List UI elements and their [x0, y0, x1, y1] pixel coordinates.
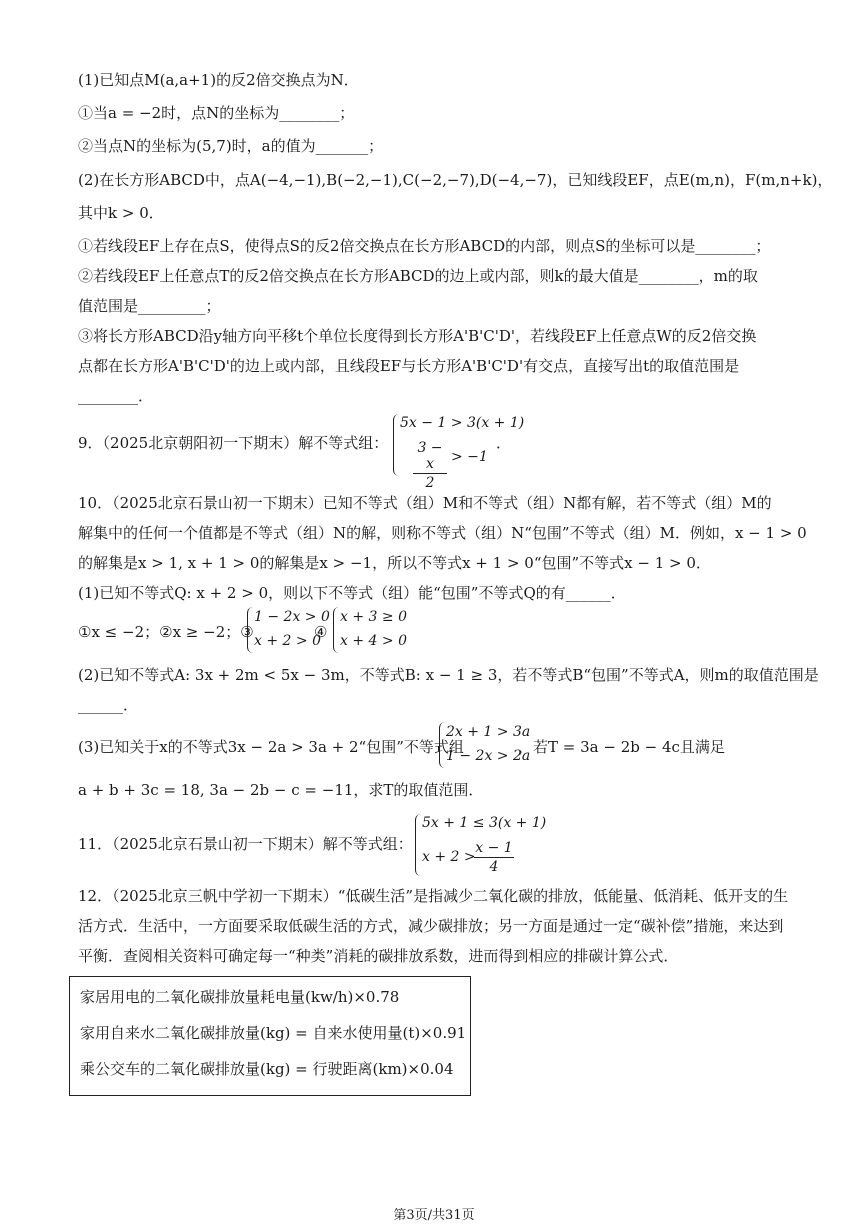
q10-part1: (1)已知不等式Q: x + 2 > 0，则以下不等式（组）能“包围”不等式Q的有______．	[78, 584, 626, 602]
q8-part2-sub3-blank: ________．	[78, 387, 154, 405]
q10-part2-blank: ______．	[78, 696, 139, 714]
q10-line1: 10．（2025北京石景山初一下期末）已知不等式（组）M和不等式（组）N都有解，若不等式（组）M的	[78, 494, 772, 512]
q11-eq2-lhs: x + 2 >	[422, 849, 476, 865]
q9-fraction	[413, 440, 447, 491]
q12-line1: 12．（2025北京三帆中学初一下期末）“低碳生活”是指减少二氧化碳的排放，低能量、低消耗、低开支的生	[78, 887, 789, 905]
formula-electricity: 家居用电的二氧化碳排放量耗电量(kw/h)×0.78	[80, 988, 400, 1006]
q9-end: ．	[496, 434, 512, 452]
q12-line3: 平衡．查阅相关资料可确定每一“种类”消耗的碳排放系数，进而得到相应的排碳计算公式．	[78, 947, 679, 965]
q8-part2-sub1: ①若线段EF上存在点S，使得点S的反2倍交换点在长方形ABCD的内部，则点S的坐标可以是________；	[78, 237, 771, 255]
q10-part3-sys1: 2x + 1 > 3a	[446, 724, 531, 740]
formula-bus: 乘公交车的二氧化碳排放量(kg) = 行驶距离(km)×0.04	[80, 1060, 454, 1078]
q8-part2-sub2-cont: 值范围是_________；	[78, 297, 221, 315]
formula-water: 家用自来水二氧化碳排放量(kg) = 自来水使用量(t)×0.91	[80, 1024, 467, 1042]
q10-part3-a: (3)已知关于x的不等式3x − 2a > 3a + 2“包围”不等式组	[78, 738, 464, 756]
q10-opt3-line2: x + 2 > 0	[254, 633, 321, 649]
q10-opt3-line1: 1 − 2x > 0	[254, 609, 330, 625]
q8-part2-sub3: ③将长方形ABCD沿y轴方向平移t个单位长度得到长方形A'B'C'D'，若线段EF上任意点W的反2倍交换	[78, 327, 757, 345]
q10-options-1-2: ①x ≤ −2；②x ≥ −2；③	[78, 623, 254, 641]
q10-opt4-line1: x + 3 ≥ 0	[340, 609, 407, 625]
q8-part1-sub1: ①当a = −2时，点N的坐标为________；	[78, 104, 355, 122]
q8-part1: (1)已知点M(a,a+1)的反2倍交换点为N．	[78, 71, 359, 89]
q12-line2: 活方式．生活中，一方面要采取低碳生活的方式，减少碳排放；另一方面是通过一定“碳补偿”措施，来达到	[78, 917, 784, 935]
q10-line3: 的解集是x > 1, x + 1 > 0的解集是x > −1，所以不等式x + 1 > 0“包围”不等式x − 1 > 0．	[78, 554, 711, 572]
q11-denominator: 4	[489, 859, 499, 875]
q8-part2-sub3-cont: 点都在长方形A'B'C'D'的边上或内部，且线段EF与长方形A'B'C'D'有交点，直接写出t的取值范围是	[78, 357, 740, 375]
q10-opt4-mark: ④	[314, 623, 328, 641]
q10-part3-sys2: 1 − 2x > 2a	[446, 748, 531, 764]
q9-text: 9．（2025北京朝阳初一下期末）解不等式组：	[78, 434, 389, 452]
q11-numerator: x − 1	[475, 840, 513, 856]
q11-text: 11．（2025北京石景山初一下期末）解不等式组：	[78, 835, 413, 853]
q9-eq2-rhs: > −1	[451, 449, 488, 465]
fraction-bar	[413, 473, 447, 474]
page-footer: 第3页/共31页	[393, 1208, 475, 1223]
q10-part3-cond: a + b + 3c = 18, 3a − 2b − c = −11，求T的取值范围．	[78, 781, 484, 799]
q9-eq1: 5x − 1 > 3(x + 1)	[400, 415, 525, 431]
q9-numerator: 3 − x	[417, 440, 443, 472]
formula-box	[69, 976, 471, 1096]
q10-part2: (2)已知不等式A: 3x + 2m < 5x − 3m，不等式B: x − 1 ≥ 3，若不等式B“包围”不等式A，则m的取值范围是	[78, 666, 819, 684]
fraction-bar	[474, 857, 514, 858]
q8-part2: (2)在长方形ABCD中，点A(−4,−1),B(−2,−1),C(−2,−7),D(−4,−7)，已知线段EF，点E(m,n)，F(m,n+k)，	[78, 171, 833, 189]
q8-part1-sub2: ②当点N的坐标为(5,7)时，a的值为_______；	[78, 137, 384, 155]
q11-fraction	[474, 840, 514, 875]
q11-eq1: 5x + 1 ≤ 3(x + 1)	[422, 815, 547, 831]
q10-opt4-line2: x + 4 > 0	[340, 633, 407, 649]
q10-part3-b: ，若T = 3a − 2b − 4c且满足	[518, 738, 725, 756]
q10-line2: 解集中的任何一个值都是不等式（组）N的解，则称不等式（组）N“包围”不等式（组）M．例如，x − 1 > 0	[78, 524, 807, 542]
q8-part2-sub2: ②若线段EF上任意点T的反2倍交换点在长方形ABCD的边上或内部，则k的最大值是________，m的取	[78, 267, 758, 285]
q9-denominator: 2	[425, 475, 435, 491]
q8-part2-cond: 其中k > 0．	[78, 204, 164, 222]
